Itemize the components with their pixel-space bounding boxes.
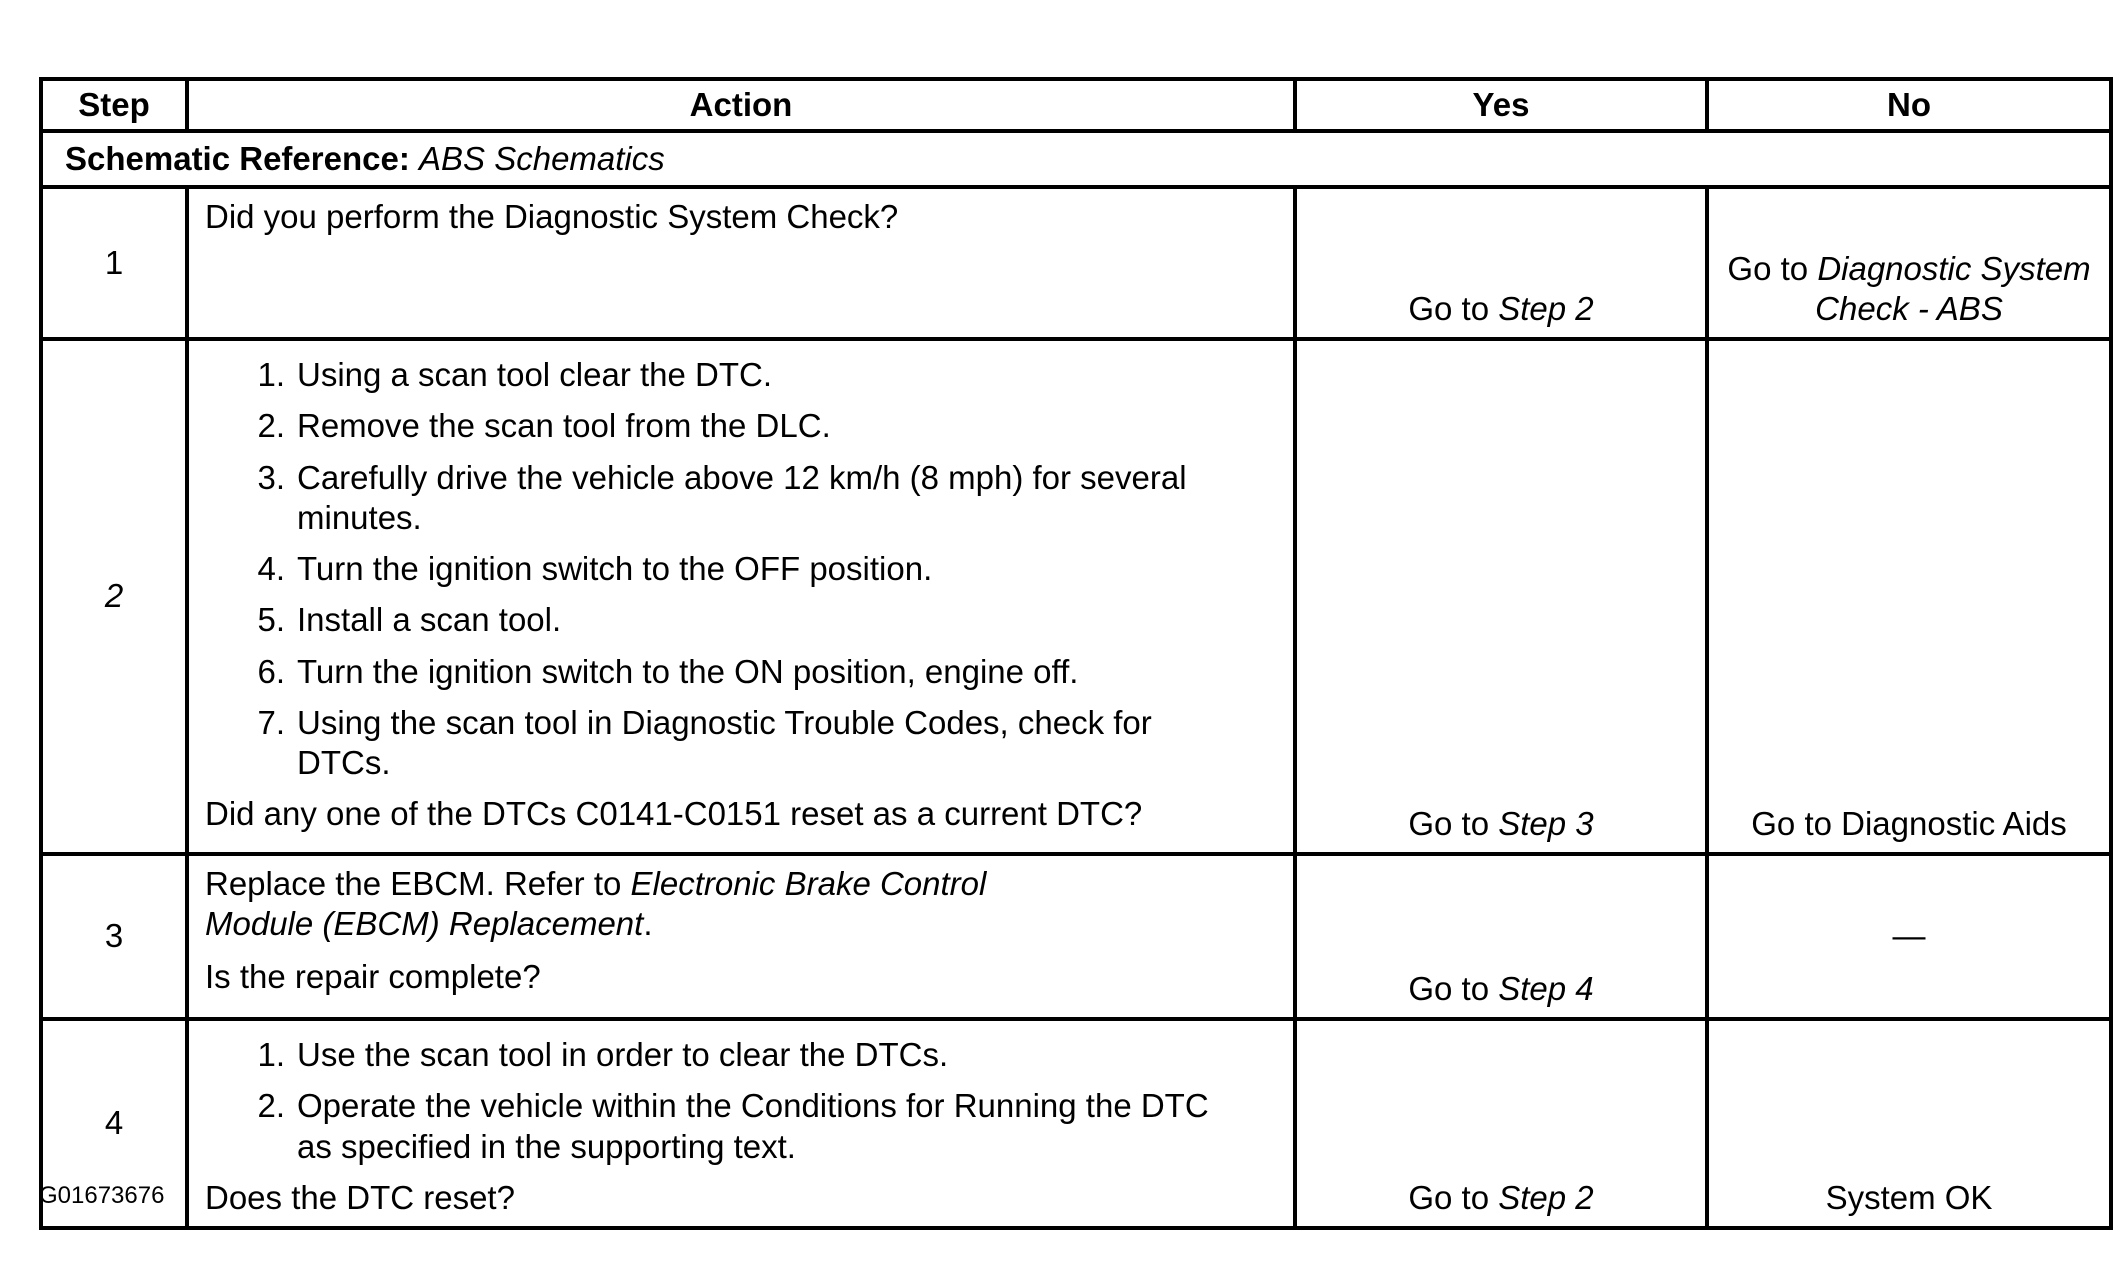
- action-cell: [187, 339, 1295, 854]
- no-cell[interactable]: Go to Diagnostic Aids: [1707, 339, 2111, 854]
- list-item: 6. Turn the ignition switch to the ON position, engine off.: [257, 652, 1079, 690]
- yes-link[interactable]: Step 4: [1498, 969, 1594, 1007]
- no-cell: [1707, 187, 2111, 339]
- action-steps-list: [205, 355, 1277, 783]
- yes-prefix: Go to: [1408, 804, 1490, 842]
- yes-cell: [1295, 187, 1707, 339]
- action-steps-list: [205, 1035, 1277, 1167]
- list-item: 1. Use the scan tool in order to clear the DTCs.: [257, 1036, 949, 1073]
- step-number: 4: [41, 1019, 187, 1228]
- question-text: Did any one of the DTCs C0141-C0151 reset as a current DTC?: [205, 795, 1143, 833]
- yes-prefix: Go to: [1408, 289, 1490, 327]
- yes-cell: [1295, 854, 1707, 1019]
- schematic-reference-row: [41, 131, 2111, 187]
- yes-cell: [1295, 339, 1707, 854]
- instruction-text: Replace the EBCM. Refer to Electronic Brake Control Module (EBCM) Replacement.: [205, 865, 987, 943]
- diagnostic-table: [39, 77, 2113, 1230]
- action-cell: [187, 854, 1295, 1019]
- no-cell: System OK: [1707, 1019, 2111, 1228]
- list-item: 1. Using a scan tool clear the DTC.: [257, 356, 773, 393]
- no-cell: —: [1707, 854, 2111, 1019]
- header-action: Action: [187, 79, 1295, 131]
- step-number: 1: [41, 187, 187, 339]
- table-row-step-2: [41, 339, 2111, 854]
- yes-link[interactable]: Step 2: [1498, 1178, 1594, 1216]
- table-row-step-3: [41, 854, 2111, 1019]
- yes-link[interactable]: Step 3: [1498, 804, 1594, 842]
- list-item: 2. Remove the scan tool from the DLC.: [257, 407, 831, 445]
- question-text: Is the repair complete?: [205, 957, 541, 995]
- question-text: Does the DTC reset?: [205, 1178, 515, 1216]
- action-cell: [187, 1019, 1295, 1228]
- no-prefix: Go to: [1727, 249, 1809, 287]
- yes-prefix: Go to: [1408, 969, 1490, 1007]
- yes-link[interactable]: Step 2: [1498, 289, 1594, 327]
- schematic-reference-link[interactable]: ABS Schematics: [419, 139, 665, 177]
- schematic-reference-label: Schematic Reference:: [65, 139, 410, 177]
- list-item: 7. Using the scan tool in Diagnostic Trouble Codes, check for DTCs.: [257, 703, 1152, 781]
- header-yes: Yes: [1295, 79, 1707, 131]
- table-row-step-1: [41, 187, 2111, 339]
- yes-cell: [1295, 1019, 1707, 1228]
- header-no: No: [1707, 79, 2111, 131]
- step-number: 2: [41, 339, 187, 854]
- instruction-link[interactable]: Electronic Brake Control Module (EBCM) Replacement: [205, 865, 987, 943]
- schematic-reference: [41, 131, 2111, 187]
- list-item: 2. Operate the vehicle within the Conditions for Running the DTC as specified in the supporting text.: [257, 1087, 1209, 1165]
- list-item: 3. Carefully drive the vehicle above 12 km/h (8 mph) for several minutes.: [257, 458, 1187, 536]
- list-item: 4. Turn the ignition switch to the OFF position.: [257, 550, 933, 587]
- question-text: Did you perform the Diagnostic System Check?: [205, 198, 899, 235]
- yes-prefix: Go to: [1408, 1178, 1490, 1216]
- list-item: 5. Install a scan tool.: [257, 601, 562, 639]
- action-cell: [187, 187, 1295, 339]
- no-link[interactable]: Diagnostic System Check - ABS: [1815, 249, 2091, 327]
- step-number: 3: [41, 854, 187, 1019]
- header-row: [41, 79, 2111, 131]
- header-step: Step: [41, 79, 187, 131]
- figure-id: G01673676: [39, 1182, 165, 1209]
- table-row-step-4: [41, 1019, 2111, 1228]
